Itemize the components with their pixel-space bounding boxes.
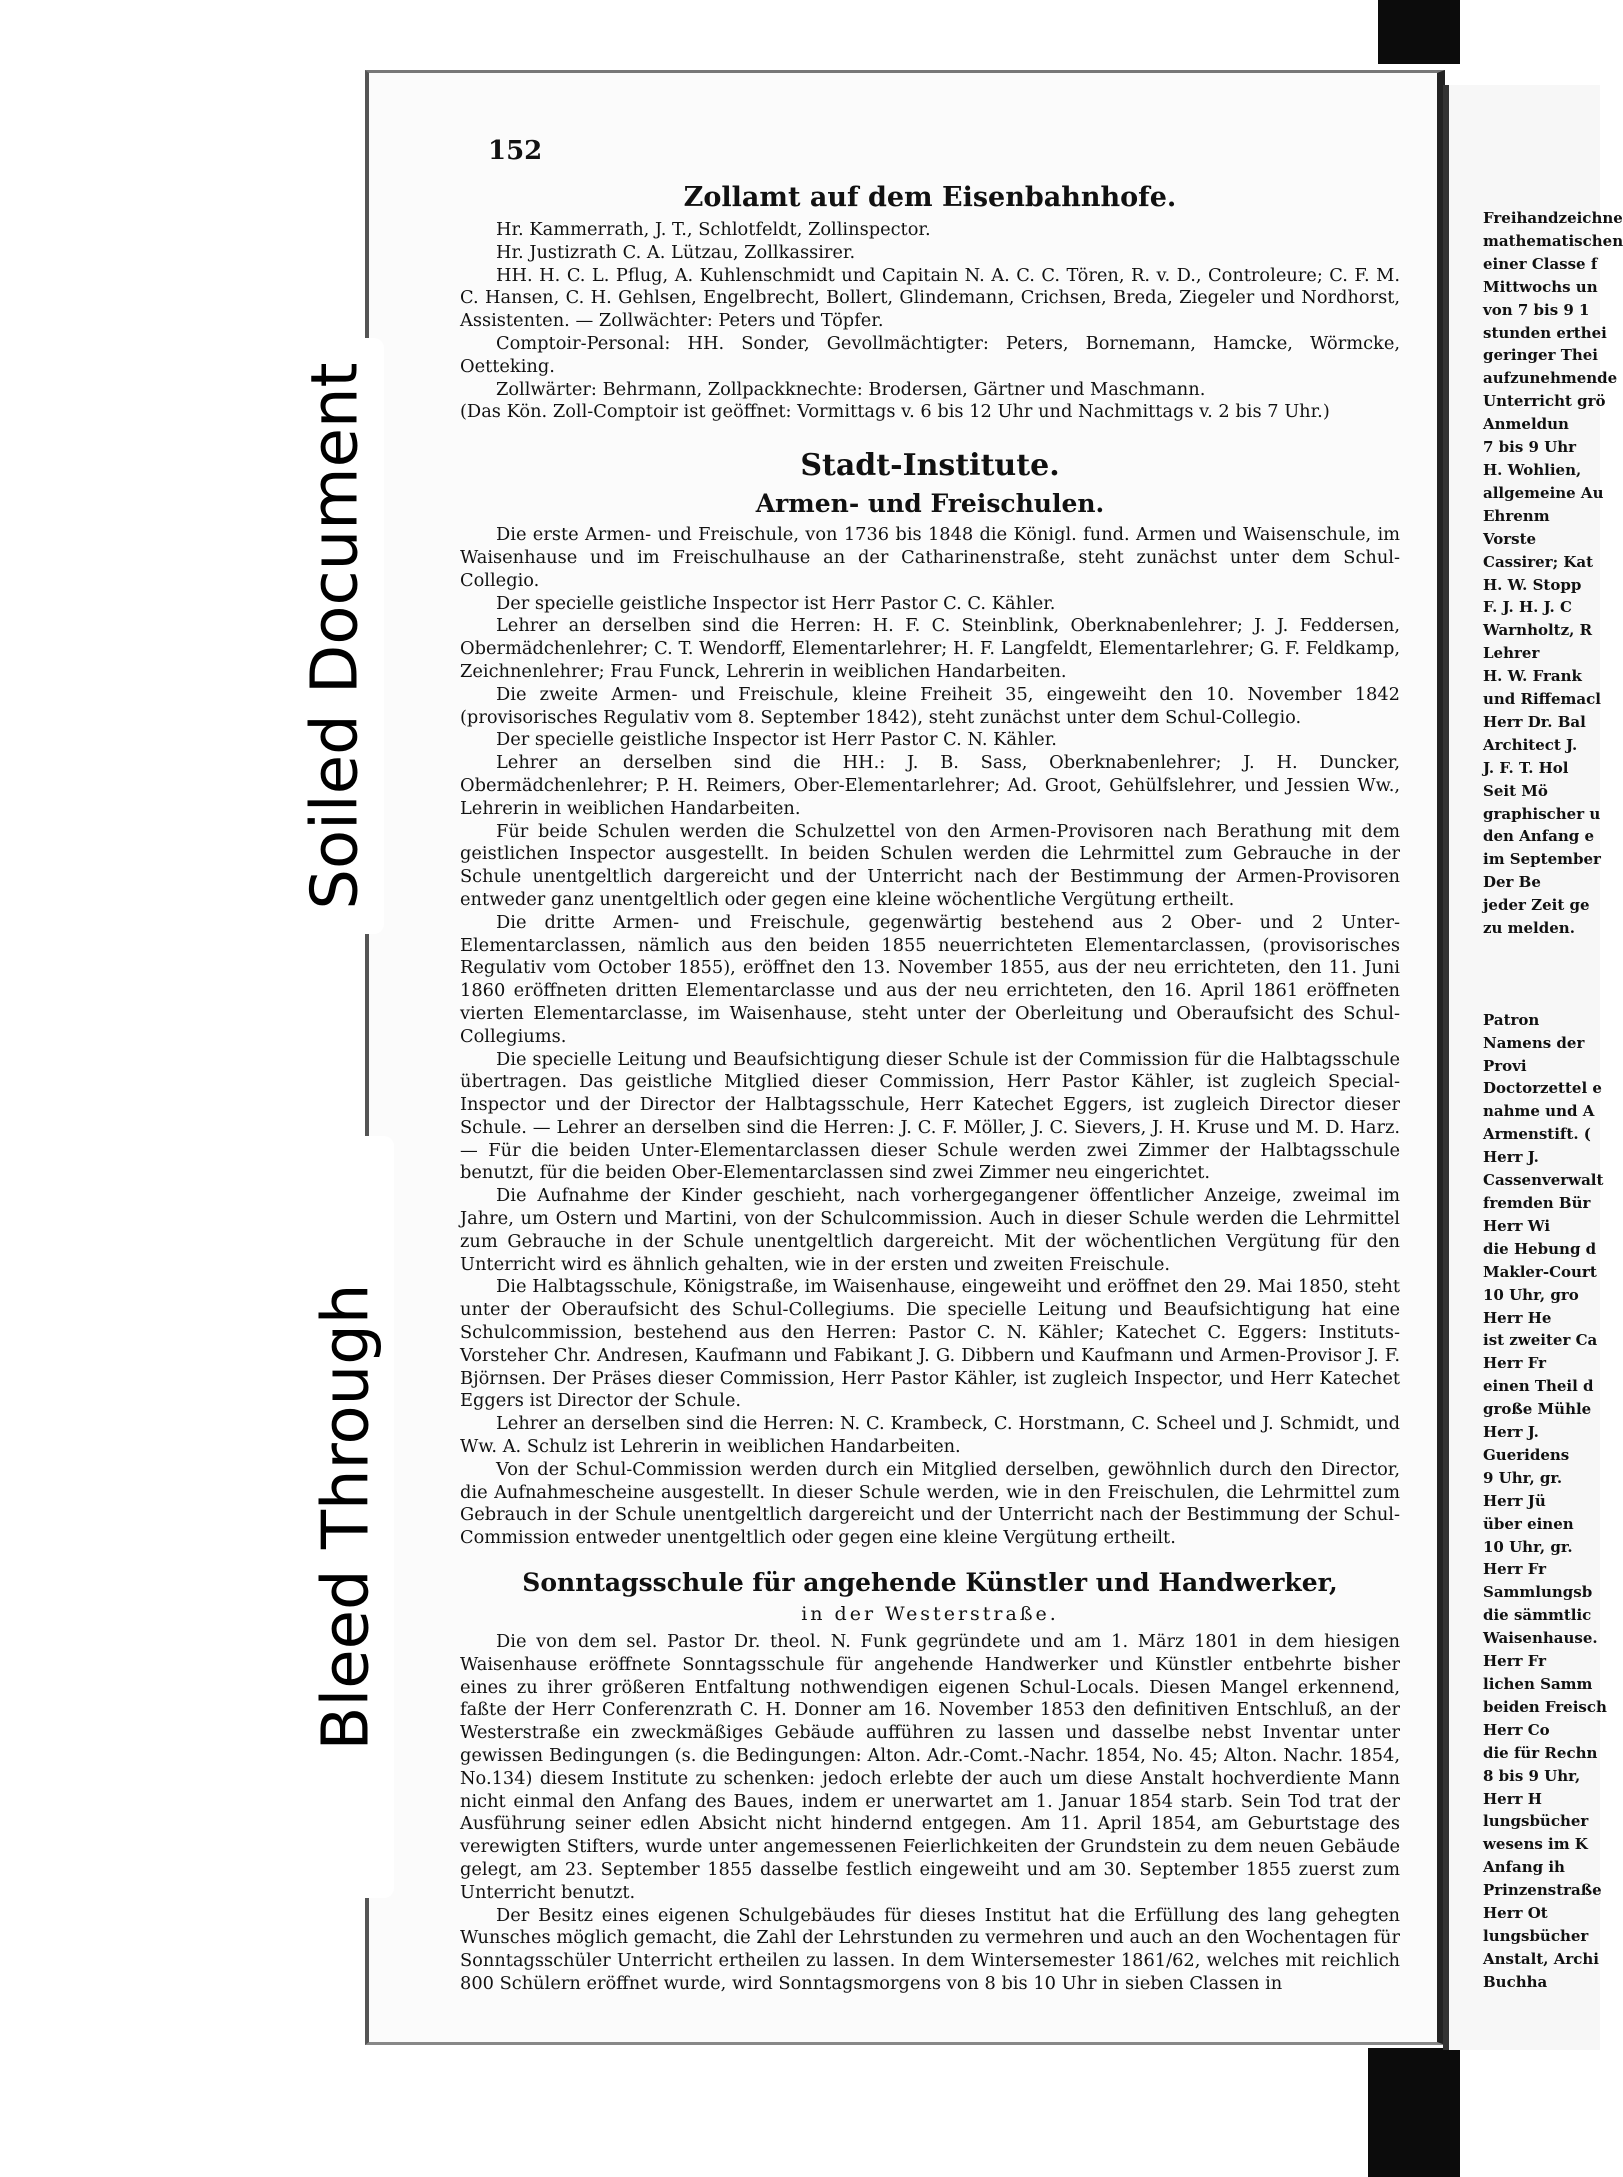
- stadt-paragraph: Von der Schul-Commission werden durch ein Mitglied derselben, gewöhnlich durch den Director, die Aufnahmescheine ausgestellt. In dieser Schule werden, wie in den Freischulen, die Lehrmittel zum Gebrauch in der Schule unentgeltlich dargereicht und der Unterricht nach der Bestimmung der Schul-Commission entweder unentgeltlich oder gegen eine kleine Vergütung ertheilt.: [460, 1458, 1400, 1549]
- adjacent-page-line: Prinzenstraße: [1483, 1881, 1602, 1900]
- adjacent-page-line: Herr Fr: [1483, 1560, 1547, 1579]
- adjacent-page-line: Waisenhause.: [1483, 1629, 1598, 1648]
- adjacent-page-line: Sammlungsb: [1483, 1583, 1593, 1602]
- zollamt-line: Hr. Justizrath C. A. Lützau, Zollkassirer.: [496, 241, 856, 263]
- adjacent-page-line: die für Rechn: [1483, 1743, 1598, 1762]
- adjacent-page-line: Seit Mö: [1483, 781, 1548, 800]
- adjacent-page-line: allgemeine Au: [1483, 483, 1604, 502]
- adjacent-page-line: Lehrer: [1483, 644, 1540, 663]
- adjacent-page-line: graphischer u: [1483, 804, 1601, 823]
- stadt-paragraph: Lehrer an derselben sind die Herren: H. F. C. Steinblink, Oberknabenlehrer; J. J. Feddersen, Obermädchenlehrer; C. T. Wendorff, Elementarlehrer; H. F. Langfeldt, Elementarlehrer; G. F. Feldkamp, Zeichnenlehrer; Frau Funck, Lehrerin in weiblichen Handarbeiten.: [460, 615, 1400, 682]
- adjacent-page-line: mathematischen: [1483, 231, 1623, 250]
- adjacent-page-line: Namens der: [1483, 1033, 1585, 1052]
- adjacent-page-line: Herr H: [1483, 1789, 1542, 1808]
- adjacent-page-line: 10 Uhr, gro: [1483, 1285, 1579, 1304]
- adjacent-page-line: [1449, 963, 1600, 986]
- adjacent-page-line: 9 Uhr, gr.: [1483, 1468, 1563, 1487]
- adjacent-page-line: Cassirer; Kat: [1483, 552, 1594, 571]
- adjacent-page-line: Anstalt, Archi: [1483, 1949, 1599, 1968]
- adjacent-page-line: Herr J.: [1483, 1148, 1539, 1167]
- stadt-paragraph: Die specielle Leitung und Beaufsichtigung dieser Schule ist der Commission für die Halbtagsschule übertragen. Das geistliche Mitglied dieser Commission, Herr Pastor Kähler, ist zugleich Special-Inspector und der Director der Halbtagsschule, Herr Katechet Eggers, ist zugleich Director dieser Schule. — Lehrer an derselben sind die Herren: J. C. F. Möller, J. C. Sievers, J. H. Kruse und M. D. Harz. — Für die beiden Unter-Elementarclassen dieser Schule werden zwei Zimmer der Halbtagsschule benutzt, für die beiden Ober-Elementarclassen sind zwei Zimmer neu eingerichtet.: [460, 1048, 1400, 1184]
- adjacent-page-line: Ehrenm: [1483, 506, 1550, 525]
- adjacent-page-line: große Mühle: [1483, 1400, 1592, 1419]
- adjacent-page-line: einen Theil d: [1483, 1377, 1594, 1396]
- adjacent-page-line: 8 bis 9 Uhr,: [1483, 1766, 1581, 1785]
- adjacent-page-line: Herr J.: [1483, 1423, 1539, 1442]
- adjacent-page-line: Anmeldun: [1483, 415, 1569, 434]
- stadt-paragraph: Der specielle geistliche Inspector ist Herr Pastor C. C. Kähler.: [496, 592, 1056, 614]
- black-scan-bar-top: [1378, 0, 1460, 64]
- zollamt-line: (Das Kön. Zoll-Comptoir ist geöffnet: Vormittags v. 6 bis 12 Uhr und Nachmittags v. 2 bis 7 Uhr.): [460, 401, 1330, 423]
- adjacent-page-line: beiden Freisch: [1483, 1697, 1607, 1716]
- adjacent-page: [1443, 85, 1623, 2050]
- adjacent-page-line: jeder Zeit ge: [1483, 896, 1590, 915]
- stadt-paragraph: Lehrer an derselben sind die Herren: N. C. Krambeck, C. Horstmann, C. Scheel und J. Schmidt, und Ww. A. Schulz ist Lehrerin in weiblichen Handarbeiten.: [460, 1413, 1400, 1458]
- stadt-paragraph: Die zweite Armen- und Freischule, kleine Freiheit 35, eingeweiht den 10. November 1842 (provisorisches Regulativ vom 8. September 1842), steht zunächst unter dem Schul-Collegio.: [460, 683, 1400, 728]
- adjacent-page-line: Herr Co: [1483, 1720, 1550, 1739]
- bleed-through-label: [298, 1136, 394, 1898]
- adjacent-page-line: Armenstift. (: [1483, 1125, 1591, 1144]
- adjacent-page-line: H. W. Stopp: [1483, 575, 1582, 594]
- adjacent-page-line: 10 Uhr, gr.: [1483, 1537, 1573, 1556]
- page-content: [460, 182, 1400, 1996]
- adjacent-page-line: H. W. Frank: [1483, 667, 1582, 686]
- stadt-subheading: Armen- und Freischulen.: [755, 489, 1105, 519]
- adjacent-page-line: H. Wohlien,: [1483, 460, 1582, 479]
- zollamt-heading: Zollamt auf dem Eisenbahnhofe.: [683, 182, 1177, 213]
- adjacent-page-line: über einen: [1483, 1514, 1574, 1533]
- zollamt-line: Hr. Kammerrath, J. T., Schlotfeldt, Zollinspector.: [496, 219, 931, 240]
- adjacent-page-line: Provi: [1483, 1056, 1527, 1075]
- adjacent-page-line: ist zweiter Ca: [1483, 1331, 1598, 1350]
- adjacent-page-line: lichen Samm: [1483, 1675, 1593, 1693]
- stadt-paragraph: Die Aufnahme der Kinder geschieht, nach vorhergegangener öffentlicher Anzeige, zweimal im Jahre, um Ostern und Martini, von der Schulcommission. Auch in dieser Schule werden die Lehrmittel zum Gebrauche in der Schule unentgeltlich dargereicht. Mit der wöchentlichen Vergütung für den Unterricht wird es ähnlich gehalten, wie in der ersten und zweiten Freischule.: [460, 1185, 1400, 1275]
- adjacent-page-line: Gueridens: [1483, 1445, 1570, 1464]
- zollamt-line: Zollwärter: Behrmann, Zollpackknechte: Brodersen, Gärtner und Maschmann.: [496, 378, 1206, 400]
- stadt-paragraph: Für beide Schulen werden die Schulzettel von den Armen-Provisoren nach Berathung mit dem geistlichen Inspector ausgestellt. In beiden Schulen werden die Lehrmittel zum Gebrauche in der Schule unentgeltlich dargereicht und der Unterricht nach der Bestimmung der Armen-Provisoren entweder ganz unentgeltlich oder gegen eine kleine wöchentliche Vergütung ertheilt.: [460, 820, 1400, 910]
- adjacent-page-line: und Riffemacl: [1483, 690, 1601, 709]
- sonntag-subheading: in der Westerstraße.: [801, 1603, 1059, 1626]
- adjacent-page-line: [1449, 940, 1600, 963]
- stadt-heading: Stadt-Institute.: [800, 448, 1060, 484]
- adjacent-page-line: Vorste: [1483, 529, 1537, 548]
- adjacent-page-line: lungsbücher: [1483, 1926, 1589, 1945]
- adjacent-page-line: von 7 bis 9 1: [1483, 300, 1590, 319]
- page-number: 152: [488, 136, 543, 166]
- adjacent-page-line: F. J. H. J. C: [1483, 598, 1572, 617]
- adjacent-page-line: im September: [1483, 850, 1601, 869]
- adjacent-page-line: stunden erthei: [1483, 323, 1607, 342]
- adjacent-page-line: einer Classe f: [1483, 254, 1598, 273]
- adjacent-page-line: Architect J.: [1483, 735, 1578, 754]
- adjacent-page-line: Herr Jü: [1483, 1491, 1546, 1510]
- adjacent-page-line: [1449, 986, 1600, 1009]
- adjacent-page-line: die sämmtlic: [1483, 1606, 1592, 1625]
- adjacent-page-line: Buchha: [1483, 1972, 1548, 1991]
- adjacent-page-line: Herr Wi: [1483, 1216, 1551, 1235]
- adjacent-page-line: Herr Fr: [1483, 1354, 1547, 1373]
- adjacent-page-line: geringer Thei: [1483, 346, 1599, 365]
- bleed-through-label-text: Bleed Through: [309, 1283, 383, 1751]
- adjacent-page-text: [1449, 85, 1623, 1994]
- stadt-paragraph: Der specielle geistliche Inspector ist Herr Pastor C. N. Kähler.: [496, 729, 1057, 751]
- black-scan-bar-bottom: [1368, 2048, 1460, 2177]
- stadt-paragraph: Die erste Armen- und Freischule, von 1736 bis 1848 die Königl. fund. Armen und Waisenschule, im Waisenhause und im Freischulhause an der Catharinenstraße, steht zunächst unter dem Schul-Collegio.: [460, 524, 1400, 591]
- adjacent-page-line: Doctorzettel e: [1483, 1079, 1602, 1098]
- adjacent-page-line: den Anfang e: [1483, 827, 1595, 846]
- soiled-document-label: [288, 338, 384, 934]
- adjacent-page-line: Herr Ot: [1483, 1904, 1548, 1923]
- adjacent-page-line: Freihandzeichne: [1483, 209, 1623, 227]
- adjacent-page-line: Mittwochs un: [1483, 277, 1598, 296]
- soiled-document-label-text: Soiled Document: [299, 362, 373, 910]
- adjacent-page-line: nahme und A: [1483, 1102, 1595, 1121]
- adjacent-page-line: 7 bis 9 Uhr: [1483, 438, 1577, 457]
- zollamt-line: Comptoir-Personal: HH. Sonder, Gevollmächtigter: Peters, Bornemann, Hamcke, Wörmcke, Oetteking.: [460, 332, 1400, 377]
- adjacent-page-line: Herr Dr. Bal: [1483, 712, 1586, 731]
- stadt-paragraph: Die dritte Armen- und Freischule, gegenwärtig bestehend aus 2 Ober- und 2 Unter-Elementarclassen, nämlich aus den beiden 1855 neuerrichteten Elementarclassen, (provisorisches Regulativ vom October 1855), eröffnet den 13. November 1855, aus der neu errichteten, den 11. Juni 1860 eröffneten dritten Elementarclasse und aus der neu errichteten, den 16. April 1861 eröffneten vierten Elementarclasse, im Waisenhause, steht unter der Oberleitung und Oberaufsicht des Schul-Collegiums.: [460, 911, 1400, 1047]
- sonntag-paragraph: Der Besitz eines eigenen Schulgebäudes für dieses Institut hat die Erfüllung des lang gehegten Wunsches möglich gemacht, die Zahl der Lehrstunden zu vermehren und auch an den Wochentagen für Sonntagsschüler Unterricht ertheilen zu lassen. In dem Wintersemester 1861/62, welches mit reichlich 800 Schülern eröffnet wurde, wird Sonntagsmorgens von 8 bis 10 Uhr in sieben Classen in: [460, 1904, 1400, 1994]
- adjacent-page-line: Anfang ih: [1483, 1858, 1565, 1877]
- adjacent-page-line: Der Be: [1483, 873, 1541, 892]
- zollamt-line: HH. H. C. L. Pflug, A. Kuhlenschmidt und Capitain N. A. C. C. Tören, R. v. D., Controleure; C. F. M. C. Hansen, C. H. Gehlsen, Engelbrecht, Bollert, Glindemann, Crichsen, Breda, Ziegeler und Nordhorst, Assistenten. — Zollwächter: Peters und Töpfer.: [460, 264, 1400, 332]
- adjacent-page-line: Herr Fr: [1483, 1652, 1547, 1671]
- adjacent-page-line: aufzunehmende: [1483, 369, 1618, 388]
- adjacent-page-line: Makler-Court: [1483, 1262, 1597, 1281]
- adjacent-page-line: fremden Bür: [1483, 1193, 1591, 1212]
- adjacent-page-line: lungsbücher: [1483, 1812, 1589, 1831]
- adjacent-page-line: Herr He: [1483, 1308, 1552, 1327]
- stadt-paragraph: Lehrer an derselben sind die HH.: J. B. Sass, Oberknabenlehrer; J. H. Duncker, Obermädchenlehrer; P. H. Reimers, Ober-Elementarlehrer; Ad. Groot, Gehülfslehrer, und Jessien Ww., Lehrerin in weiblichen Handarbeiten.: [460, 752, 1400, 819]
- adjacent-page-line: zu melden.: [1483, 919, 1575, 938]
- stadt-paragraph: Die Halbtagsschule, Königstraße, im Waisenhause, eingeweiht und eröffnet den 29. Mai 1850, steht unter der Oberaufsicht des Schul-Collegiums. Die specielle Leitung und Beaufsichtigung hat eine Schulcommission, bestehend aus den Herren: Pastor C. N. Kähler; Katechet C. Eggers: Instituts-Vorsteher Chr. Andresen, Kaufmann und Fabikant J. G. Dibbern und Kaufmann und Armen-Provisor J. F. Björnsen. Der Präses dieser Commission, Herr Pastor Kähler, ist zugleich Inspector, und Herr Katechet Eggers ist Director der Schule.: [460, 1276, 1400, 1412]
- adjacent-page-line: die Hebung d: [1483, 1239, 1597, 1258]
- sonntag-heading: Sonntagsschule für angehende Künstler und Handwerker,: [522, 1568, 1338, 1598]
- adjacent-page-line: wesens im K: [1483, 1835, 1588, 1854]
- adjacent-page-line: Warnholtz, R: [1483, 621, 1593, 640]
- adjacent-page-line: J. F. T. Hol: [1483, 758, 1569, 777]
- sonntag-paragraph: Die von dem sel. Pastor Dr. theol. N. Funk gegründete und am 1. März 1801 in dem hiesigen Waisenhause eröffnete Sonntagsschule für angehende Handwerker und Künstler entbehrte bisher eines zu ihrer größeren Entfaltung nothwendigen eigenen Schul-Locals. Diesen Mangel erkennend, faßte der Herr Conferenzrath C. H. Donner am 16. November 1853 den definitiven Entschluß, an der Westerstraße ein zweckmäßiges Gebäude aufführen zu lassen und dasselbe nebst Inventar unter gewissen Bedingungen (s. die Bedingungen: Alton. Adr.-Comt.-Nachr. 1854, No. 45; Alton. Nachr. 1854, No.134) diesem Institute zu schenken: jedoch erlebte der auch um diese Anstalt hochverdiente Mann nicht einmal den Anfang des Baues, indem er unerwartet am 1. Januar 1854 starb. Sein Tod trat der Ausführung seiner edlen Absicht nicht hindernd entgegen. Am 11. April 1854, am Geburtstage des verewigten Stifters, wurde unter angemessenen Feierlichkeiten der Grundstein zu dem neuen Gebäude gelegt, am 23. September 1855 dasselbe festlich eingeweiht und am 30. September 1855 zuerst zum Unterricht benutzt.: [460, 1631, 1400, 1903]
- adjacent-page-line: Unterricht grö: [1483, 392, 1606, 411]
- adjacent-page-line: Patron: [1483, 1010, 1540, 1029]
- adjacent-page-line: Cassenverwalt: [1483, 1171, 1604, 1190]
